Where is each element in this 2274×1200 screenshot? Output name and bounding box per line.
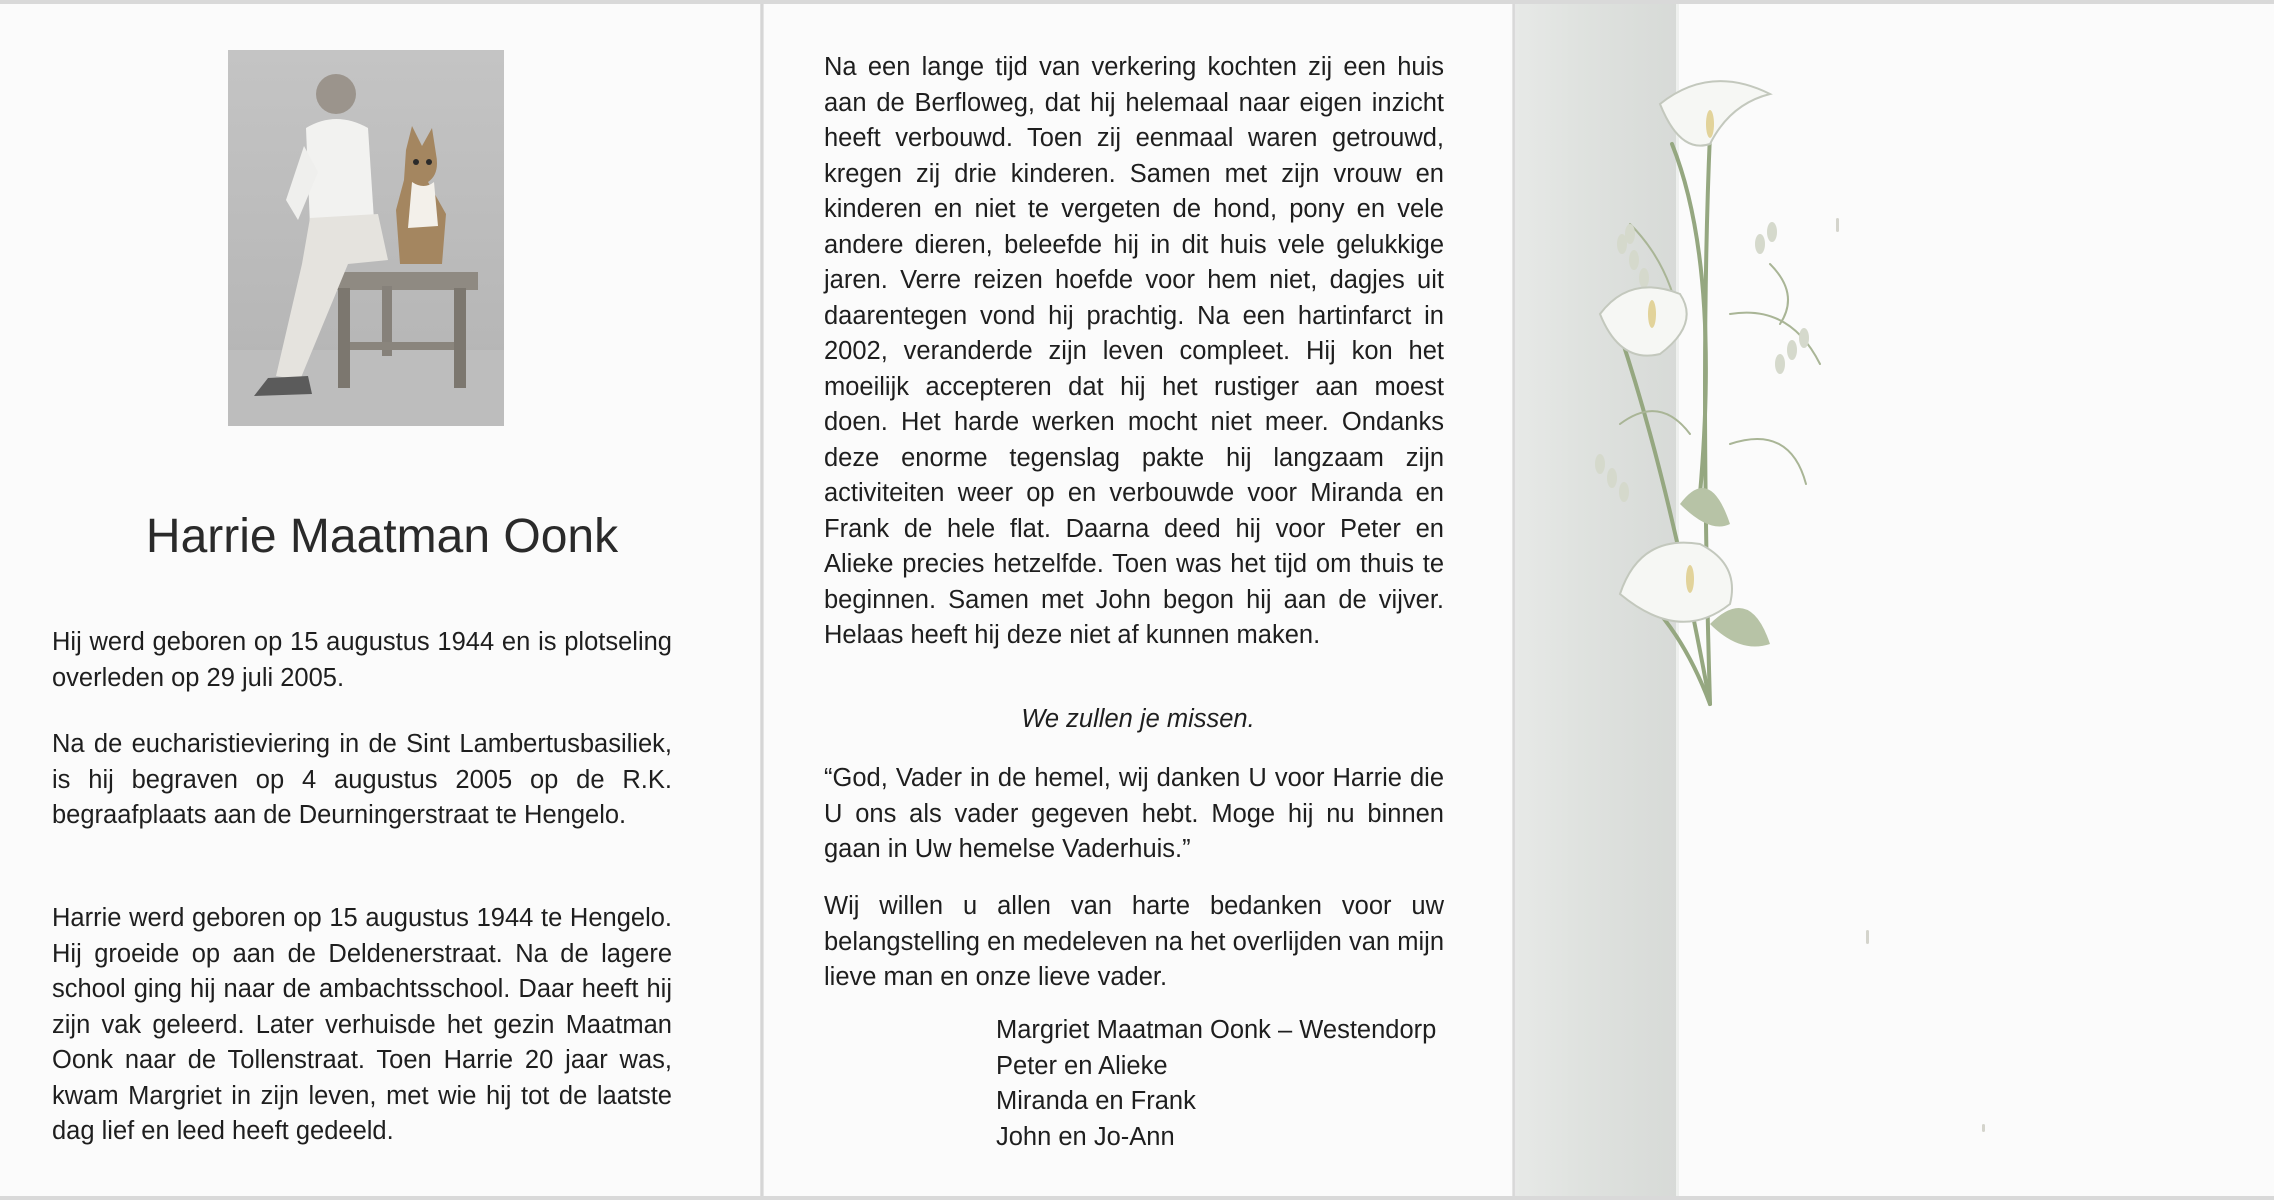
calla-lily-illustration bbox=[1560, 64, 1850, 744]
card-fold-left bbox=[760, 4, 764, 1196]
deceased-name: Harrie Maatman Oonk bbox=[145, 510, 619, 563]
portrait-illustration bbox=[228, 50, 504, 426]
signers-list bbox=[996, 1013, 1436, 1155]
memorial-card bbox=[0, 4, 2274, 1196]
paper-speck bbox=[1866, 930, 1869, 944]
signer-name: Miranda en Frank bbox=[996, 1087, 1196, 1115]
motto-line: We zullen je missen. bbox=[1021, 705, 1255, 733]
portrait-photo bbox=[228, 50, 504, 426]
signer-name: John en Jo-Ann bbox=[996, 1122, 1175, 1151]
funeral-paragraph: Na de eucharistieviering in de Sint Lambertusbasiliek, is hij begraven op 4 augustus 2005 op de R.K. begraafplaats aan de Deurningerstraat te Hengelo. bbox=[52, 730, 672, 829]
biography-paragraph: Harrie werd geboren op 15 augustus 1944 te Hengelo. Hij groeide op aan de Deldenerstraat. Na de lagere school ging hij naar de ambachtsschool. Daar heeft hij zijn vak geleerd. Later verhuisde het gezin Maatman Oonk naar de Tollenstraat. Toen Harrie 20 jaar was, kwam Margriet in zijn leven, met wie hij tot de laatste dag lief en leed heeft gedeeld. bbox=[52, 904, 672, 1145]
life-story-paragraph: Na een lange tijd van verkering kochten zij een huis aan de Berfloweg, dat hij helemaal naar eigen inzicht heeft verbouwd. Toen zij eenmaal waren getrouwd, kregen zij drie kinderen. Samen met zijn vrouw en kinderen en niet te vergeten de hond, pony en vele andere dieren, beleefde hij in dit huis vele gelukkige jaren. Verre reizen hoefde voor hem niet, dagjes uit daarentegen vond hij prachtig. Na een hartinfarct in 2002, veranderde zijn leven compleet. Hij kon het moeilijk accepteren dat hij het rustiger aan moest doen. Het harde werken mocht niet meer. Ondanks deze enorme tegenslag pakte hij langzaam zijn activiteiten weer op en verbouwde voor Miranda en Frank de hele flat. Daarna deed hij voor Peter en Alieke precies hetzelfde. Toen was het tijd om thuis te beginnen. Samen met John begon hij aan de vijver. Helaas heeft hij deze niet af kunnen maken. bbox=[824, 53, 1444, 649]
paper-speck bbox=[1982, 1124, 1985, 1132]
signer-name: Margriet Maatman Oonk – Westendorp bbox=[996, 1016, 1437, 1044]
paper-speck bbox=[1836, 218, 1839, 232]
thanks-paragraph: Wij willen u allen van harte bedanken voor uw belangstelling en medeleven na het overlijden van mijn lieve man en onze lieve vader. bbox=[824, 892, 1444, 991]
birth-death-paragraph: Hij werd geboren op 15 augustus 1944 en is plotseling overleden op 29 juli 2005. bbox=[52, 628, 672, 692]
signer-name: Peter en Alieke bbox=[996, 1051, 1168, 1080]
prayer-paragraph: “God, Vader in de hemel, wij danken U voor Harrie die U ons als vader gegeven hebt. Moge hij nu binnen gaan in Uw hemelse Vaderhuis.” bbox=[824, 764, 1444, 863]
